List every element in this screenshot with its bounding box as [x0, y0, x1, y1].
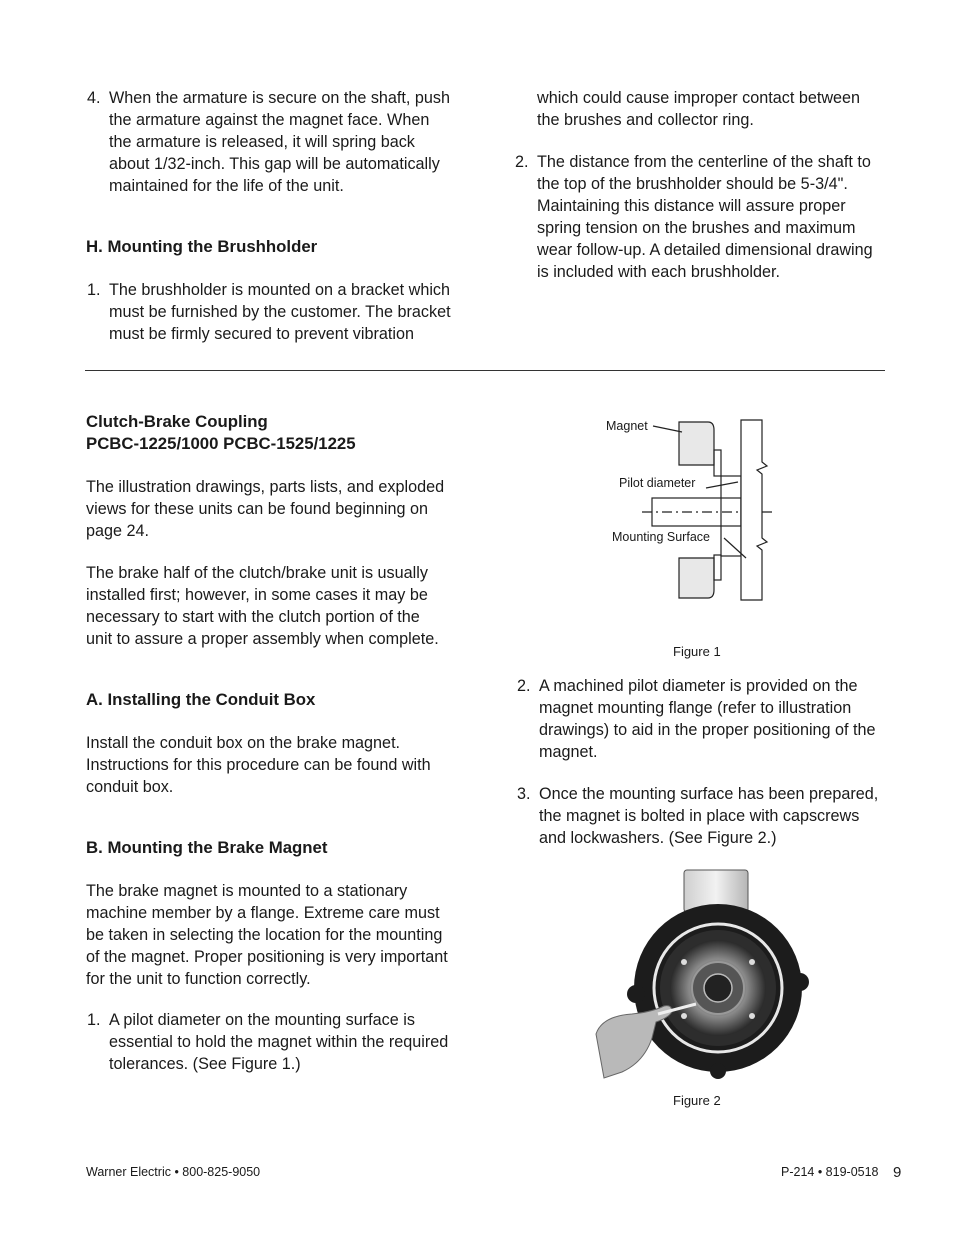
- brake-magnet-paragraph: The brake magnet is mounted to a stationary machine member by a flange. Extreme care must be taken in selecting the location for the mounting of the magnet. Proper positioning is very important for the unit to function correctly.: [86, 882, 448, 988]
- heading-mounting-brushholder: H. Mounting the Brushholder: [86, 237, 318, 256]
- list-text: A machined pilot diameter is provided on the magnet mounting flange (refer to illustration drawings) to aid in the proper positioning of the magnet.: [539, 677, 876, 761]
- list-text: When the armature is secure on the shaft, push the armature against the magnet face. When the armature is released, it will spring back about 1/32-inch. This gap will be automatically maintained for the life of the unit.: [109, 89, 451, 195]
- conduit-box-paragraph: Install the conduit box on the brake magnet. Instructions for this procedure can be found with conduit box.: [86, 734, 431, 796]
- section-title: Clutch-Brake Coupling PCBC-1225/1000 PCBC-1525/1225: [86, 412, 356, 453]
- continued-paragraph: which could cause improper contact between the brushes and collector ring.: [537, 89, 861, 129]
- figure-2-photo: [592, 866, 862, 1086]
- figure-1-label-mounting-surface: Mounting Surface: [612, 530, 710, 544]
- list-number: 3.: [517, 785, 531, 803]
- heading-mounting-brake-magnet: B. Mounting the Brake Magnet: [86, 838, 328, 857]
- footer-left: Warner Electric • 800-825-9050: [86, 1165, 261, 1179]
- list-number: 4.: [87, 89, 101, 107]
- list-number: 1.: [87, 1011, 101, 1029]
- figure-1-label-pilot-diameter: Pilot diameter: [619, 476, 696, 490]
- list-text: The distance from the centerline of the shaft to the top of the brushholder should be 5-3/4". Maintaining this distance will assure proper spring tension on the brushes and maximum wear follow-up. A detailed dimensional drawing is included with each brushholder.: [537, 153, 873, 281]
- list-text: Once the mounting surface has been prepared, the magnet is bolted in place with capscrews and lockwashers. (See Figure 2.): [539, 785, 879, 847]
- list-text: A pilot diameter on the mounting surface is essential to hold the magnet within the required tolerances. (See Figure 1.): [109, 1011, 449, 1073]
- heading-installing-conduit-box: A. Installing the Conduit Box: [86, 690, 316, 709]
- list-text: The brushholder is mounted on a bracket which must be furnished by the customer. The bracket must be firmly secured to prevent vibration: [109, 281, 451, 343]
- list-number: 2.: [515, 153, 529, 171]
- page-number: 9: [893, 1164, 902, 1181]
- intro-paragraph-2: The brake half of the clutch/brake unit is usually installed first; however, in some cases it may be necessary to start with the clutch portion of the unit to assure a proper assembly when complete.: [86, 564, 439, 648]
- intro-paragraph-1: The illustration drawings, parts lists, and exploded views for these units can be found beginning on page 24.: [86, 478, 445, 540]
- footer-right: P-214 • 819-0518: [781, 1165, 879, 1179]
- section-divider: [85, 370, 885, 371]
- figure-1-caption: Figure 1: [673, 644, 721, 659]
- figure-2-caption: Figure 2: [673, 1093, 721, 1108]
- list-number: 2.: [517, 677, 531, 695]
- figure-1-drawing: [600, 410, 790, 610]
- list-number: 1.: [87, 281, 101, 299]
- figure-1-label-magnet: Magnet: [606, 419, 648, 433]
